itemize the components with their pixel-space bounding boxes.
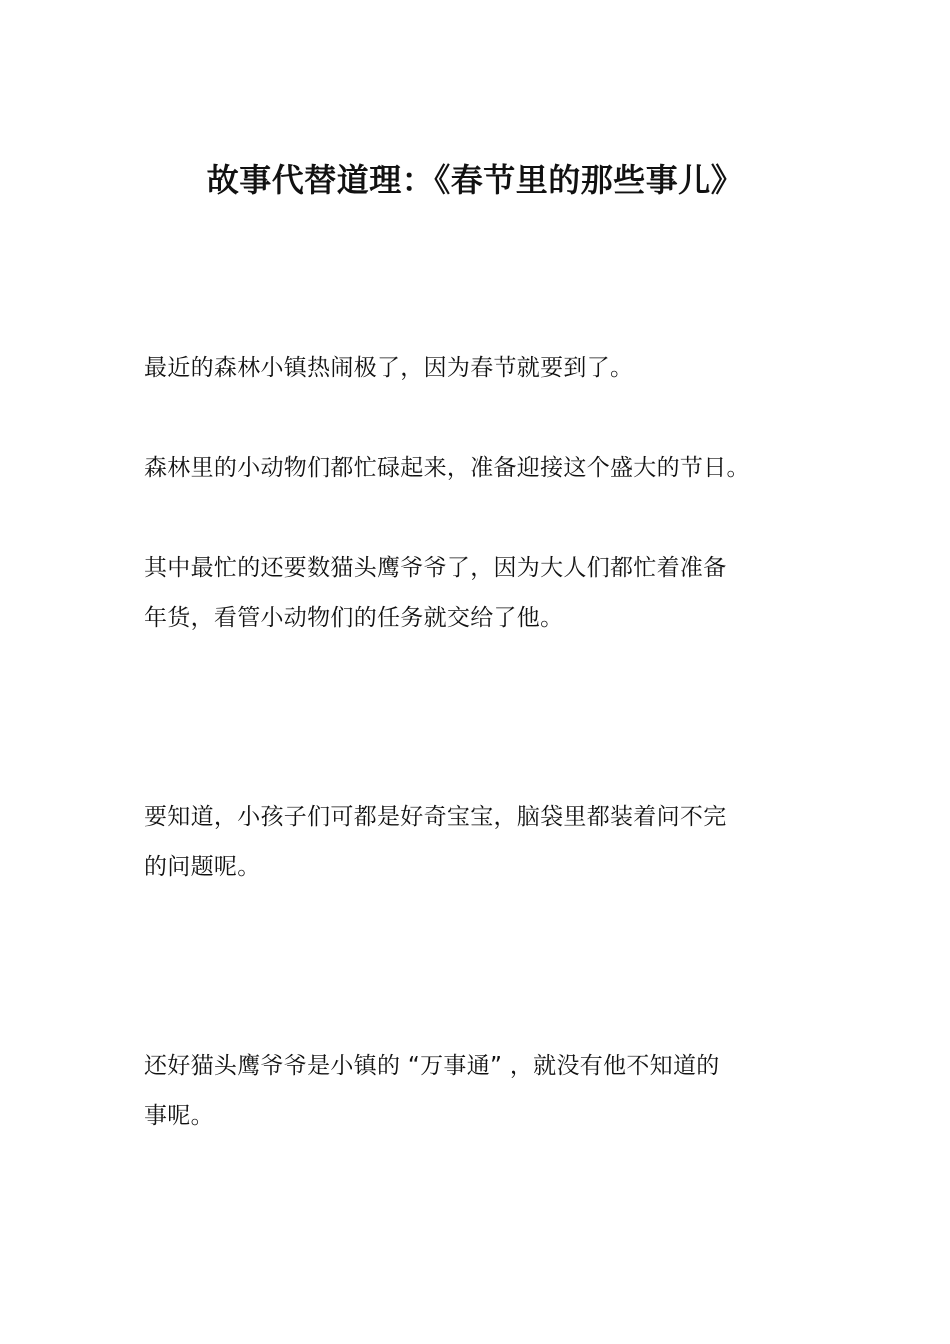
paragraph-1: [144, 343, 812, 393]
paragraph-4: [144, 792, 812, 892]
paragraph-line: 的问题呢。: [144, 854, 261, 880]
paragraph-line: 要知道，小孩子们可都是好奇宝宝，脑袋里都装着问不完: [144, 804, 727, 830]
paragraph-line: 事呢。: [144, 1103, 214, 1129]
paragraph-3: [144, 543, 812, 643]
paragraph-2: [144, 443, 812, 493]
paragraph-line: 森林里的小动物们都忙碌起来，准备迎接这个盛大的节日。: [144, 455, 750, 481]
paragraph-line: 还好猫头鹰爷爷是小镇的 “万事通” ，就没有他不知道的: [144, 1053, 720, 1079]
paragraph-line: 最近的森林小镇热闹极了，因为春节就要到了。: [144, 355, 634, 381]
document-title: 故事代替道理：《春节里的那些事儿》: [206, 161, 744, 199]
paragraph-line: 其中最忙的还要数猫头鹰爷爷了，因为大人们都忙着准备: [144, 555, 727, 581]
paragraph-5: [144, 1041, 812, 1141]
paragraph-line: 年货，看管小动物们的任务就交给了他。: [144, 605, 564, 631]
